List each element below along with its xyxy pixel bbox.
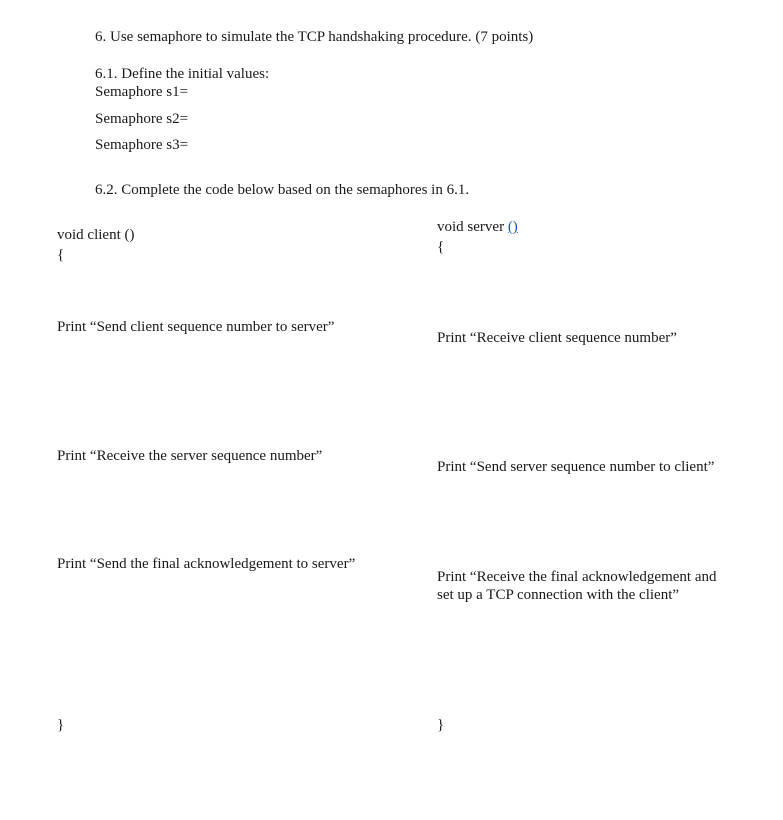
server-print-1: Print “Receive client sequence number”	[437, 330, 677, 346]
server-signature	[437, 218, 518, 236]
server-print-3-line-1: Print “Receive the final acknowledgement and	[437, 569, 717, 585]
client-print-1: Print “Send client sequence number to server”	[57, 319, 335, 335]
part1-title: 6.1. Define the initial values:	[95, 66, 270, 82]
client-open-brace: {	[57, 247, 65, 263]
part2-title: 6.2. Complete the code below based on the semaphores in 6.1.	[95, 182, 470, 198]
client-close-brace: }	[57, 717, 65, 733]
client-print-2: Print “Receive the server sequence number”	[57, 448, 323, 464]
semaphore-s3: Semaphore s3=	[95, 137, 189, 153]
server-open-brace: {	[437, 239, 445, 255]
client-print-3: Print “Send the final acknowledgement to server”	[57, 556, 356, 572]
client-signature: void client ()	[57, 227, 135, 243]
server-print-2: Print “Send server sequence number to client”	[437, 459, 715, 475]
server-print-3-line-2: set up a TCP connection with the client”	[437, 587, 680, 603]
server-signature-parens: ()	[507, 219, 518, 235]
question-heading: 6. Use semaphore to simulate the TCP handshaking procedure. (7 points)	[95, 29, 534, 45]
semaphore-s2: Semaphore s2=	[95, 111, 189, 127]
server-close-brace: }	[437, 717, 445, 733]
semaphore-s1: Semaphore s1=	[95, 84, 189, 100]
server-signature-prefix: void server	[437, 219, 508, 235]
